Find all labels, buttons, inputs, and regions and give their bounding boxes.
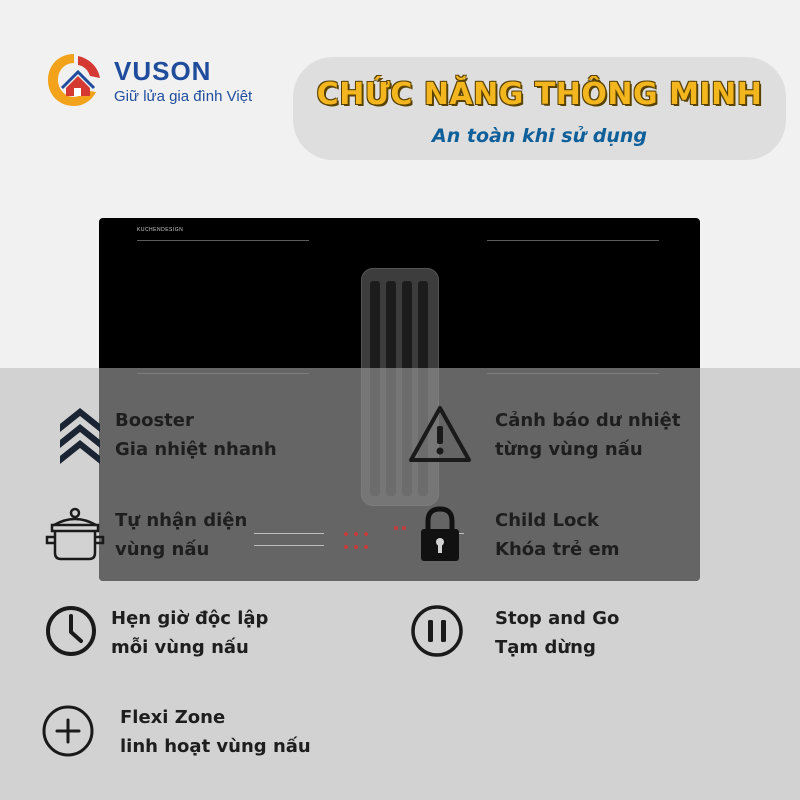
feature-text bbox=[495, 604, 619, 662]
page-subtitle: An toàn khi sử dụng bbox=[432, 125, 647, 147]
control-indicator bbox=[354, 545, 358, 549]
brand-slogan: Giữ lửa gia đình Việt bbox=[114, 88, 253, 105]
feature-title: Tự nhận diện bbox=[115, 510, 248, 531]
pause-icon bbox=[409, 603, 465, 659]
control-indicator bbox=[394, 526, 398, 530]
feature-title: Booster bbox=[115, 410, 194, 431]
plus-icon bbox=[40, 703, 96, 759]
control-indicator bbox=[402, 526, 406, 530]
feature-desc: linh hoạt vùng nấu bbox=[120, 736, 311, 757]
chevron-up-icon bbox=[55, 404, 105, 466]
control-indicator bbox=[344, 532, 348, 536]
house-flame-logo-icon bbox=[44, 46, 108, 110]
feature-text bbox=[115, 406, 277, 464]
feature-desc: Khóa trẻ em bbox=[495, 539, 620, 560]
feature-desc: từng vùng nấu bbox=[495, 439, 643, 460]
warning-icon bbox=[408, 404, 472, 464]
feature-title: Child Lock bbox=[495, 510, 599, 531]
feature-title: Cảnh báo dư nhiệt bbox=[495, 410, 681, 431]
feature-desc: mỗi vùng nấu bbox=[111, 637, 249, 658]
clock-icon bbox=[44, 603, 100, 659]
control-indicator bbox=[354, 532, 358, 536]
feature-desc: Gia nhiệt nhanh bbox=[115, 439, 277, 460]
feature-text bbox=[111, 604, 268, 662]
cooktop-brand-tag: KUCHENDESIGN bbox=[137, 227, 184, 233]
feature-text bbox=[120, 703, 311, 761]
feature-desc: vùng nấu bbox=[115, 539, 210, 560]
brand-logo bbox=[44, 46, 304, 116]
control-indicator bbox=[364, 545, 368, 549]
feature-text bbox=[115, 506, 247, 564]
zone-marker-line bbox=[487, 240, 659, 241]
feature-title: Stop and Go bbox=[495, 608, 620, 629]
control-line bbox=[254, 545, 324, 546]
page-title: CHỨC NĂNG THÔNG MINH bbox=[316, 77, 763, 112]
header-banner bbox=[293, 57, 786, 160]
feature-text bbox=[495, 406, 681, 464]
lock-icon bbox=[418, 505, 462, 565]
control-line bbox=[254, 533, 324, 534]
feature-desc: Tạm dừng bbox=[495, 637, 596, 658]
brand-name: VUSON bbox=[114, 56, 212, 86]
feature-title: Hẹn giờ độc lập bbox=[111, 608, 269, 629]
zone-marker-line bbox=[137, 240, 309, 241]
feature-title: Flexi Zone bbox=[120, 707, 226, 728]
cooking-pot-icon bbox=[44, 505, 106, 565]
control-indicator bbox=[344, 545, 348, 549]
control-indicator bbox=[364, 532, 368, 536]
feature-text bbox=[495, 506, 619, 564]
